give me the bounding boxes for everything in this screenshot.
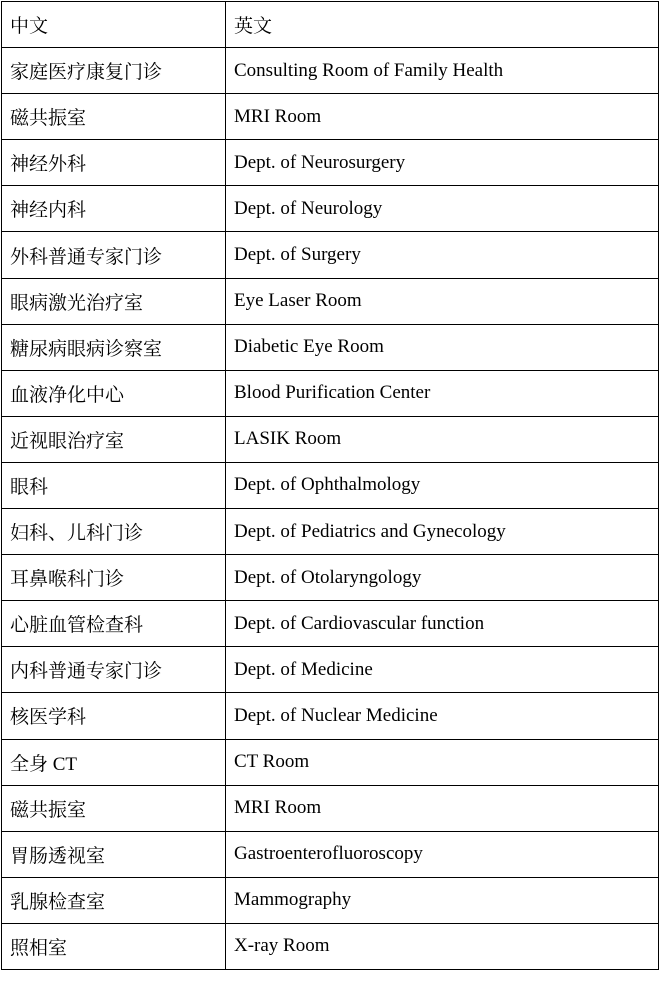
table-row bbox=[2, 555, 659, 601]
header-chinese: 中文 bbox=[2, 2, 226, 48]
cell-chinese: 乳腺检查室 bbox=[2, 877, 226, 923]
table-row bbox=[2, 739, 659, 785]
table-row bbox=[2, 232, 659, 278]
cell-chinese: 全身 CT bbox=[2, 739, 226, 785]
table-row bbox=[2, 785, 659, 831]
cell-english: Eye Laser Room bbox=[226, 278, 659, 324]
cell-english: Consulting Room of Family Health bbox=[226, 48, 659, 94]
cell-chinese: 核医学科 bbox=[2, 693, 226, 739]
cell-english: MRI Room bbox=[226, 785, 659, 831]
cell-chinese: 内科普通专家门诊 bbox=[2, 647, 226, 693]
cell-english: Blood Purification Center bbox=[226, 370, 659, 416]
cell-english: MRI Room bbox=[226, 94, 659, 140]
table-row bbox=[2, 647, 659, 693]
cell-chinese: 近视眼治疗室 bbox=[2, 416, 226, 462]
cell-english: Dept. of Neurology bbox=[226, 186, 659, 232]
cell-english: X-ray Room bbox=[226, 923, 659, 969]
cell-english: Mammography bbox=[226, 877, 659, 923]
cell-english: Dept. of Nuclear Medicine bbox=[226, 693, 659, 739]
table-row bbox=[2, 186, 659, 232]
department-name-table bbox=[1, 1, 659, 970]
cell-english: Dept. of Medicine bbox=[226, 647, 659, 693]
table-row bbox=[2, 693, 659, 739]
cell-chinese: 血液净化中心 bbox=[2, 370, 226, 416]
table-row bbox=[2, 877, 659, 923]
cell-chinese: 妇科、儿科门诊 bbox=[2, 509, 226, 555]
table-body bbox=[2, 2, 659, 970]
table-row bbox=[2, 416, 659, 462]
table-row bbox=[2, 923, 659, 969]
cell-english: Gastroenterofluoroscopy bbox=[226, 831, 659, 877]
cell-english: Dept. of Neurosurgery bbox=[226, 140, 659, 186]
cell-chinese: 眼科 bbox=[2, 462, 226, 508]
table-row bbox=[2, 601, 659, 647]
cell-english: LASIK Room bbox=[226, 416, 659, 462]
cell-chinese: 心脏血管检查科 bbox=[2, 601, 226, 647]
cell-chinese: 糖尿病眼病诊察室 bbox=[2, 324, 226, 370]
table-row bbox=[2, 48, 659, 94]
cell-english: CT Room bbox=[226, 739, 659, 785]
cell-chinese: 眼病激光治疗室 bbox=[2, 278, 226, 324]
table-row bbox=[2, 278, 659, 324]
cell-chinese: 神经内科 bbox=[2, 186, 226, 232]
table-row bbox=[2, 94, 659, 140]
table-row bbox=[2, 324, 659, 370]
cell-chinese: 神经外科 bbox=[2, 140, 226, 186]
table-header-row bbox=[2, 2, 659, 48]
cell-chinese: 磁共振室 bbox=[2, 785, 226, 831]
cell-english: Dept. of Ophthalmology bbox=[226, 462, 659, 508]
cell-chinese: 耳鼻喉科门诊 bbox=[2, 555, 226, 601]
table-row bbox=[2, 462, 659, 508]
cell-english: Dept. of Surgery bbox=[226, 232, 659, 278]
cell-chinese: 磁共振室 bbox=[2, 94, 226, 140]
table-row bbox=[2, 140, 659, 186]
table-row bbox=[2, 509, 659, 555]
header-english: 英文 bbox=[226, 2, 659, 48]
cell-chinese: 家庭医疗康复门诊 bbox=[2, 48, 226, 94]
cell-english: Diabetic Eye Room bbox=[226, 324, 659, 370]
cell-chinese: 外科普通专家门诊 bbox=[2, 232, 226, 278]
table-row bbox=[2, 370, 659, 416]
cell-chinese: 照相室 bbox=[2, 923, 226, 969]
cell-english: Dept. of Pediatrics and Gynecology bbox=[226, 509, 659, 555]
cell-english: Dept. of Cardiovascular function bbox=[226, 601, 659, 647]
cell-chinese: 胃肠透视室 bbox=[2, 831, 226, 877]
table-row bbox=[2, 831, 659, 877]
cell-english: Dept. of Otolaryngology bbox=[226, 555, 659, 601]
